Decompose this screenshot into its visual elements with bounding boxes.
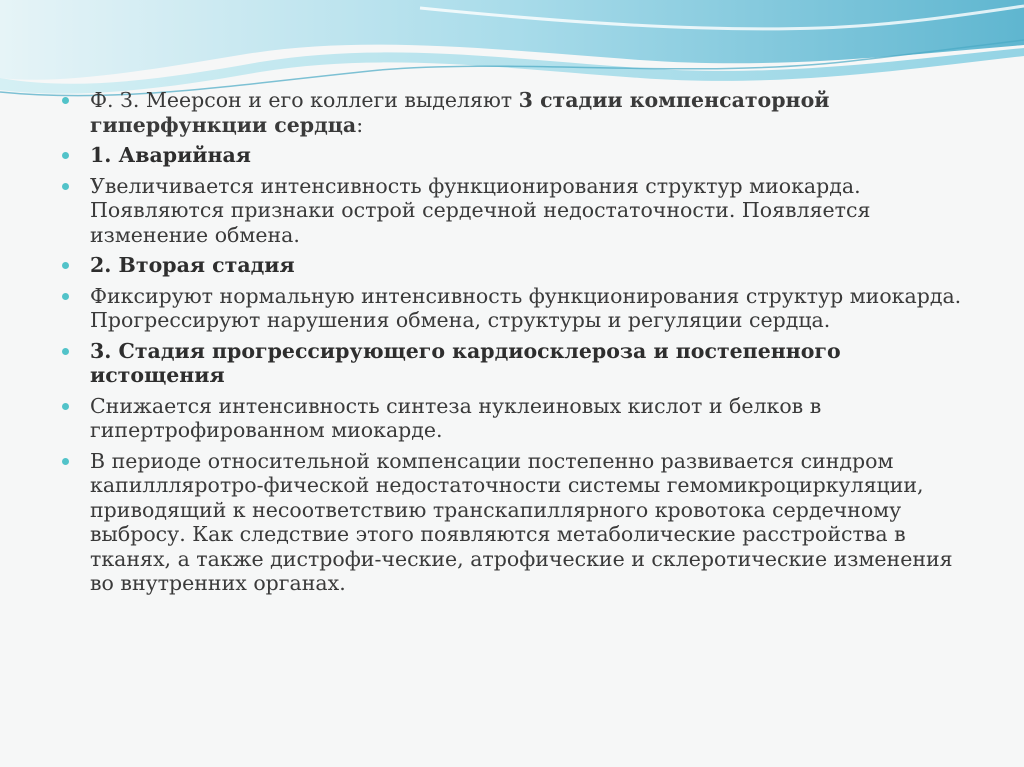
bullet-dot-icon [62, 152, 69, 159]
stage-3-text: Снижается интенсивность синтеза нуклеиновых кислот и белков в гипертрофированном миокарде. [90, 393, 822, 442]
bullet-stage-3-heading [62, 339, 962, 388]
intro-bold-text: 3 стадии компенсаторной гиперфункции сердца [90, 88, 830, 137]
bullet-stage-2-text [62, 284, 962, 333]
bullet-list [62, 88, 962, 596]
stage-1-heading: 1. Аварийная [90, 143, 251, 167]
bullet-dot-icon [62, 262, 69, 269]
slide-content [62, 88, 962, 602]
stage-2-heading: 2. Вторая стадия [90, 253, 295, 277]
stage-3-heading: 3. Стадия прогрессирующего кардиосклероза и постепенного истощения [90, 338, 841, 387]
bullet-stage-3-text [62, 394, 962, 443]
bullet-dot-icon [62, 458, 69, 465]
bullet-intro [62, 88, 962, 137]
intro-colon: : [356, 112, 364, 137]
bullet-dot-icon [62, 183, 69, 190]
stage-1-text: Увеличивается интенсивность функционирования структур миокарда. Появляются признаки острой сердечной недостаточности. Появляется изменение обмена. [90, 173, 871, 247]
bullet-stage-1-heading [62, 143, 962, 168]
intro-text: Ф. З. Меерсон и его коллеги выделяют [90, 88, 519, 112]
bullet-stage-1-text [62, 174, 962, 248]
bullet-compensation-text [62, 449, 962, 596]
bullet-dot-icon [62, 348, 69, 355]
compensation-text: В периоде относительной компенсации постепенно развивается синдром капиллляротро-фической недостаточности системы гемомикроциркуляции, приводящий к несоответствию транскапиллярного кровотока сердечному выбросу. Как следствие этого появляются метаболические расстройства в тканях, а также дистрофи-ческие, атрофические и склеротические изменения во внутренних органах. [90, 448, 953, 595]
bullet-dot-icon [62, 97, 69, 104]
bullet-dot-icon [62, 293, 69, 300]
bullet-stage-2-heading [62, 253, 962, 278]
bullet-dot-icon [62, 403, 69, 410]
stage-2-text: Фиксируют нормальную интенсивность функционирования структур миокарда. Прогрессируют нарушения обмена, структуры и регуляции сердца. [90, 283, 962, 332]
